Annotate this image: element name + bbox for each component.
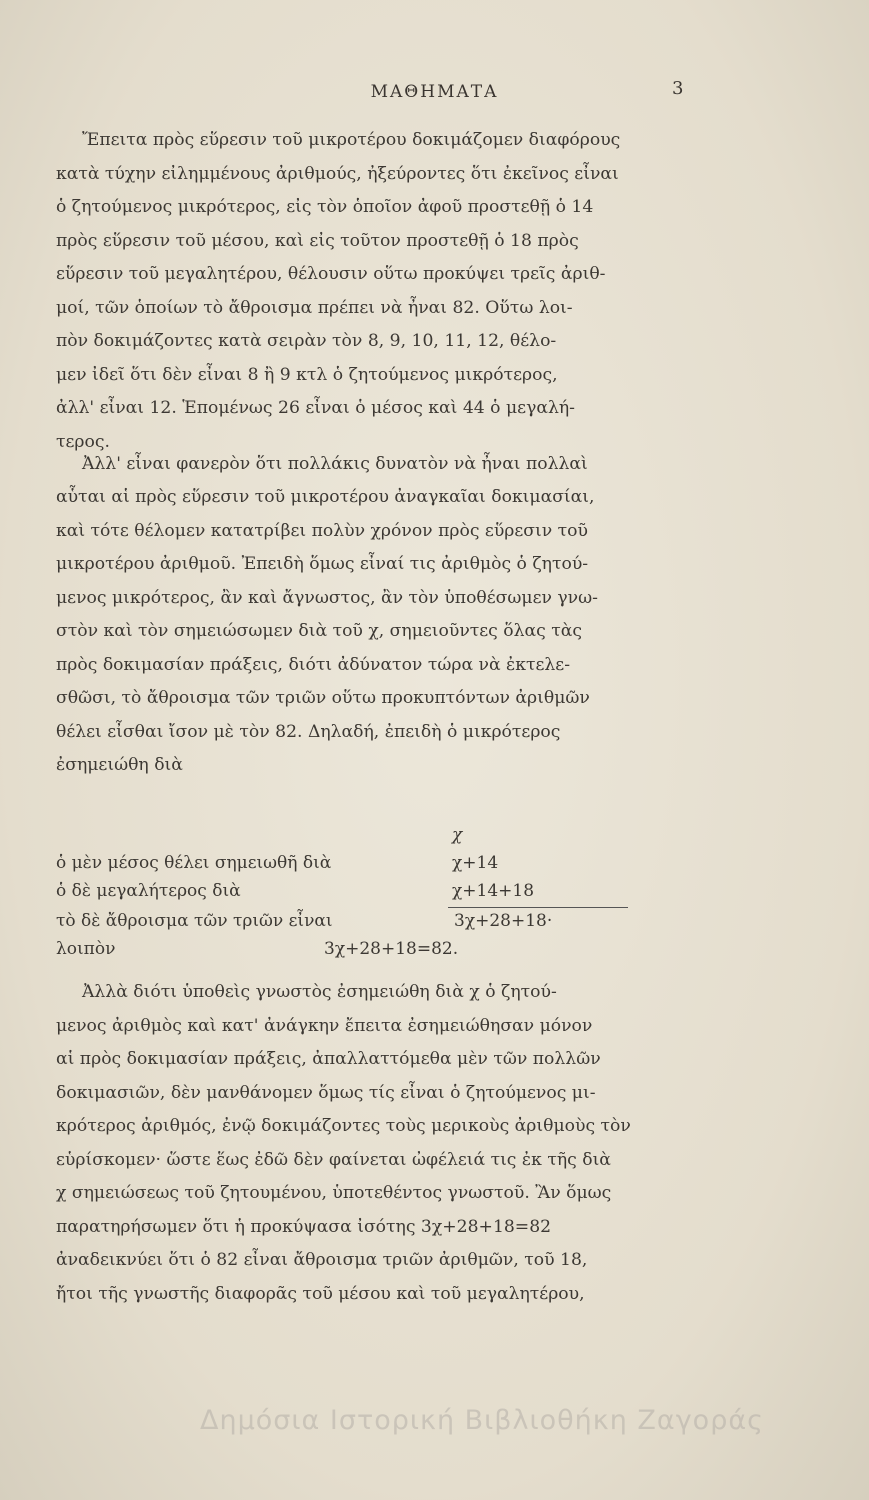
text-line: καὶ τότε θέλομεν κατατρίβει πολὺν χρόνον πρὸς εὕρεσιν τοῦ (56, 520, 588, 541)
equation-row (56, 881, 706, 909)
text-line: μενος ἀριθμὸς καὶ κατ' ἀνάγκην ἔπειτα ἐσημειώθησαν μόνον (56, 1015, 593, 1036)
text-line: στὸν καὶ τὸν σημειώσωμεν διὰ τοῦ χ, σημειοῦντες ὅλας τὰς (56, 621, 582, 641)
equation-expression: χ (452, 825, 463, 845)
text-line: κατὰ τύχην εἰλημμένους ἀριθμούς, ἠξεύροντες ὅτι ἐκεῖνος εἶναι (56, 163, 619, 184)
text-line: ἀναδεικνύει ὅτι ὁ 82 εἶναι ἄθροισμα τριῶν ἀριθμῶν, τοῦ 18, (56, 1250, 588, 1270)
text-line: παρατηρήσωμεν ὅτι ἡ προκύψασα ἰσότης 3χ+28+18=82 (56, 1216, 552, 1237)
running-header: ΜΑΘΗΜΑΤΑ (370, 82, 499, 102)
equation-expression: χ+14+18 (452, 881, 535, 901)
text-line: ἐσημειώθη διὰ (56, 755, 183, 775)
text-line: μεν ἰδεῖ ὅτι δὲν εἶναι 8 ἢ 9 κτλ ὁ ζητούμενος μικρότερος, (56, 364, 558, 385)
text-line: σθῶσι, τὸ ἄθροισμα τῶν τριῶν οὕτω προκυπτόντων ἀριθμῶν (56, 688, 590, 708)
sum-rule (448, 907, 628, 908)
text-line: εὕρεσιν τοῦ μεγαλητέρου, θέλουσιν οὕτω προκύψει τρεῖς ἀριθ- (56, 264, 606, 284)
text-line: αἱ πρὸς δοκιμασίαν πράξεις, ἀπαλλαττόμεθα μὲν τῶν πολλῶν (56, 1049, 601, 1069)
text-line: πρὸς δοκιμασίαν πράξεις, διότι ἀδύνατον τώρα νὰ ἐκτελε- (56, 654, 571, 675)
library-watermark: Δημόσια Ιστορική Βιβλιοθήκη Ζαγοράς (200, 1405, 764, 1436)
text-line: χ σημειώσεως τοῦ ζητουμένου, ὑποτεθέντος γνωστοῦ. Ἂν ὅμως (56, 1183, 612, 1203)
text-line: Ἀλλὰ διότι ὑποθεὶς γνωστὸς ἐσημειώθη διὰ χ ὁ ζητού- (82, 982, 557, 1002)
equation-expression: 3χ+28+18· (454, 911, 553, 931)
text-line: μικροτέρου ἀριθμοῦ. Ἐπειδὴ ὅμως εἶναί τις ἀριθμὸς ὁ ζητού- (56, 554, 589, 574)
text-line: εὑρίσκομεν· ὥστε ἕως ἐδῶ δὲν φαίνεται ὠφέλειά τις ἐκ τῆς διὰ (56, 1149, 611, 1170)
text-line: δοκιμασιῶν, δὲν μανθάνομεν ὅμως τίς εἶναι ὁ ζητούμενος μι- (56, 1082, 596, 1103)
text-line: ἀλλ' εἶναι 12. Ἑπομένως 26 εἶναι ὁ μέσος καὶ 44 ὁ μεγαλή- (56, 398, 575, 418)
paragraph-1 (56, 124, 706, 783)
equation-label: ὁ μὲν μέσος θέλει σημειωθῆ διὰ (56, 853, 332, 873)
paragraph-3 (56, 976, 706, 1311)
text-line: μοί, τῶν ὁποίων τὸ ἄθροισμα πρέπει νὰ ἦναι 82. Οὕτω λοι- (56, 297, 573, 318)
text-line: Ἔπειτα πρὸς εὕρεσιν τοῦ μικροτέρου δοκιμάζομεν διαφόρους (82, 130, 621, 150)
equation-expression: 3χ+28+18=82. (324, 939, 459, 959)
equation-block (56, 825, 706, 965)
text-line: αὗται αἱ πρὸς εὕρεσιν τοῦ μικροτέρου ἀναγκαῖαι δοκιμασίαι, (56, 487, 595, 507)
equation-row (56, 911, 706, 939)
equation-row (56, 825, 706, 853)
equation-label: λοιπὸν (56, 939, 116, 959)
text-line: μενος μικρότερος, ἂν καὶ ἄγνωστος, ἂν τὸν ὑποθέσωμεν γνω- (56, 587, 598, 608)
text-line: Ἀλλ' εἶναι φανερὸν ὅτι πολλάκις δυνατὸν νὰ ἦναι πολλαὶ (82, 453, 588, 474)
text-line: πρὸς εὕρεσιν τοῦ μέσου, καὶ εἰς τοῦτον προστεθῇ ὁ 18 πρὸς (56, 230, 579, 251)
equation-expression: χ+14 (452, 853, 499, 873)
equation-label: ὁ δὲ μεγαλήτερος διὰ (56, 881, 241, 901)
equation-row (56, 939, 706, 967)
text-line: ἤτοι τῆς γνωστῆς διαφορᾶς τοῦ μέσου καὶ τοῦ μεγαλητέρου, (56, 1283, 585, 1304)
text-line: τερος. (56, 431, 110, 452)
page-number: 3 (672, 78, 684, 99)
text-line: ὁ ζητούμενος μικρότερος, εἰς τὸν ὁποῖον ἀφοῦ προστεθῇ ὁ 14 (56, 197, 594, 217)
equation-label: τὸ δὲ ἄθροισμα τῶν τριῶν εἶναι (56, 911, 333, 931)
equation-row (56, 853, 706, 881)
text-line: πὸν δοκιμάζοντες κατὰ σειρὰν τὸν 8, 9, 10, 11, 12, θέλο- (56, 331, 557, 351)
text-line: κρότερος ἀριθμός, ἐνῷ δοκιμάζοντες τοὺς μερικοὺς ἀριθμοὺς τὸν (56, 1116, 631, 1136)
text-line: θέλει εἶσθαι ἴσον μὲ τὸν 82. Δηλαδή, ἐπειδὴ ὁ μικρότερος (56, 721, 561, 742)
